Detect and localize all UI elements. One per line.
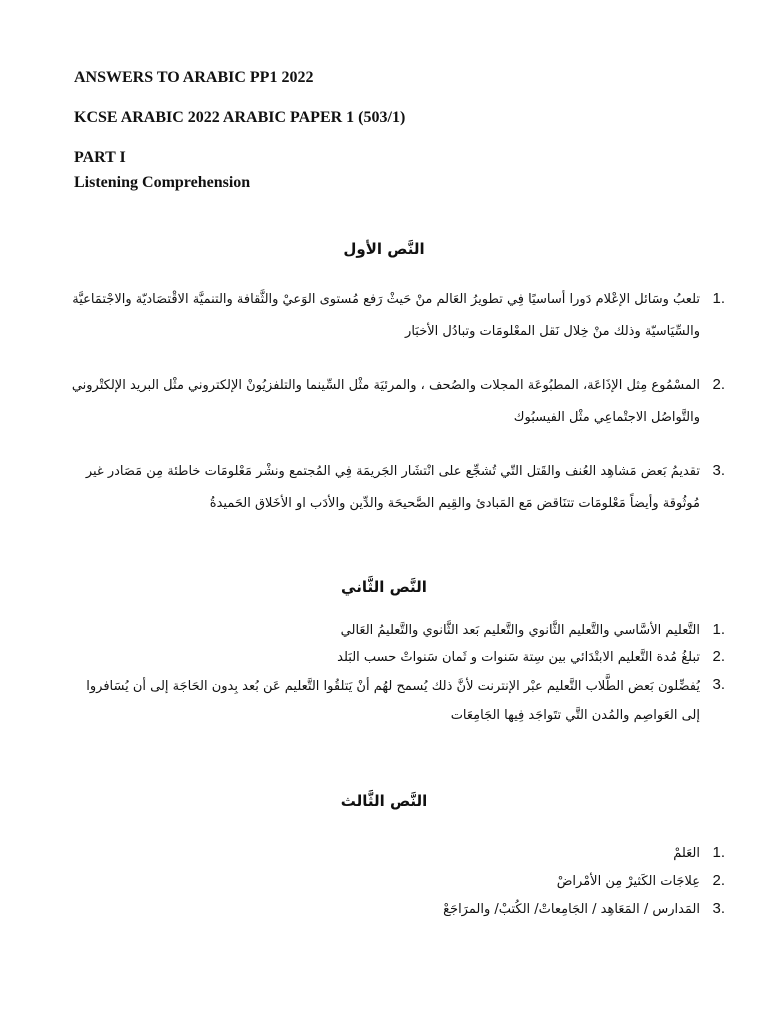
document-title: ANSWERS TO ARABIC PP1 2022: [74, 69, 314, 86]
list-item: [70, 672, 725, 730]
section-title-2: النَّص الثَّاني: [341, 578, 427, 596]
list-item-text: تلعبُ وسَائل الإعْلام دَورا أساسيًا فِي تطويرُ العَالم منْ حَيثْ رَفع مُستوى الوَعيْ والثَّقافة والتنميَّة الاقْتصَاديّة والاجْتمَاعيَّة والسِّيَاسيّة وذلك منْ خِلال نَقل المعْلومَات وتبادُل الأخبَار: [72, 292, 700, 339]
list-item: [70, 617, 725, 644]
section-title-3: النَّص الثَّالث: [340, 792, 428, 810]
list-item: [70, 644, 725, 671]
list-item: [70, 868, 725, 895]
list-item-text: المسْمُوع مِثل الإذَاعَة، المطبُوعَة المجلات والصُحف ، والمرئيَة مثْل السِّينما والتلفزيُونْ الإلكتروني مثْل البريد الإلكتْروني والتَّواصُل الاجتْماعِي مثْل الفيسبُوك: [71, 378, 700, 425]
list-item: [70, 896, 725, 923]
list-item-number: 1.: [712, 621, 725, 638]
list-item-number: 2.: [712, 872, 725, 889]
list-item-number: 3.: [712, 900, 725, 917]
list-item: [70, 370, 725, 434]
list-item-text: المَدارس / المَعَاهِد / الجَامِعاتْ/ الكُتبْ/ والمرَاجَعْ: [443, 902, 700, 917]
list-item-text: يُفضِّلون بَعض الطَّلاب التَّعليم عبْر الإنترنت لأنَّ ذلك يُسمح لهُم أنْ يَتلقُوا التَّعليم عَن بُعد بِدون الحَاجَة إلى أن يُسَافروا إلى العَواصِم والمُدن التَّي تتَواجَد فِيها الجَامِعَات: [86, 679, 700, 723]
list-item-number: 1.: [712, 290, 725, 307]
paper-title: KCSE ARABIC 2022 ARABIC PAPER 1 (503/1): [74, 109, 406, 126]
list-item-text: تبلغُ مُدة التَّعليم الابتْدَائي بين سِتة سَنوات و ثَمان سَنواتْ حسب البَلد: [337, 650, 700, 665]
list-item-number: 3.: [712, 462, 725, 479]
list-item-text: العَلمْ: [673, 846, 700, 861]
part-subtitle: Listening Comprehension: [74, 174, 251, 191]
list-item-number: 2.: [712, 648, 725, 665]
section-title-1: النَّص الأول: [343, 240, 425, 258]
list-item-number: 2.: [712, 376, 725, 393]
list-item: [70, 456, 725, 552]
part-label: PART I: [74, 149, 126, 166]
list-item-number: 3.: [712, 676, 725, 693]
list-item: [70, 840, 725, 867]
list-item-text: تقديمُ بَعض مَشاهِد العُنف والقَتل التّي تُشجِّع على انْتشَار الجَريمَة فِي المُجتمع ونشْر مَعْلومَات خاطئة مِن مَصَادر غير مُوثُوقة وأيضاً مَعْلومَات تتنَاقض مَع المَبادئ والقِيم الصَّحيحَة والدِّين والأدَب او الأخَلاق الحَميدةُ: [85, 464, 700, 511]
list-item-number: 1.: [712, 844, 725, 861]
list-item-text: التَّعليم الأسَّاسي والتَّعليم الثَّانوي والتَّعليم بَعد الثَّانوي والتَّعليمُ العَالي: [340, 623, 700, 638]
list-item-text: عِلاجَات الكَثيرْ مِن الأمْراضْ: [556, 874, 700, 889]
list-item: [70, 284, 725, 348]
